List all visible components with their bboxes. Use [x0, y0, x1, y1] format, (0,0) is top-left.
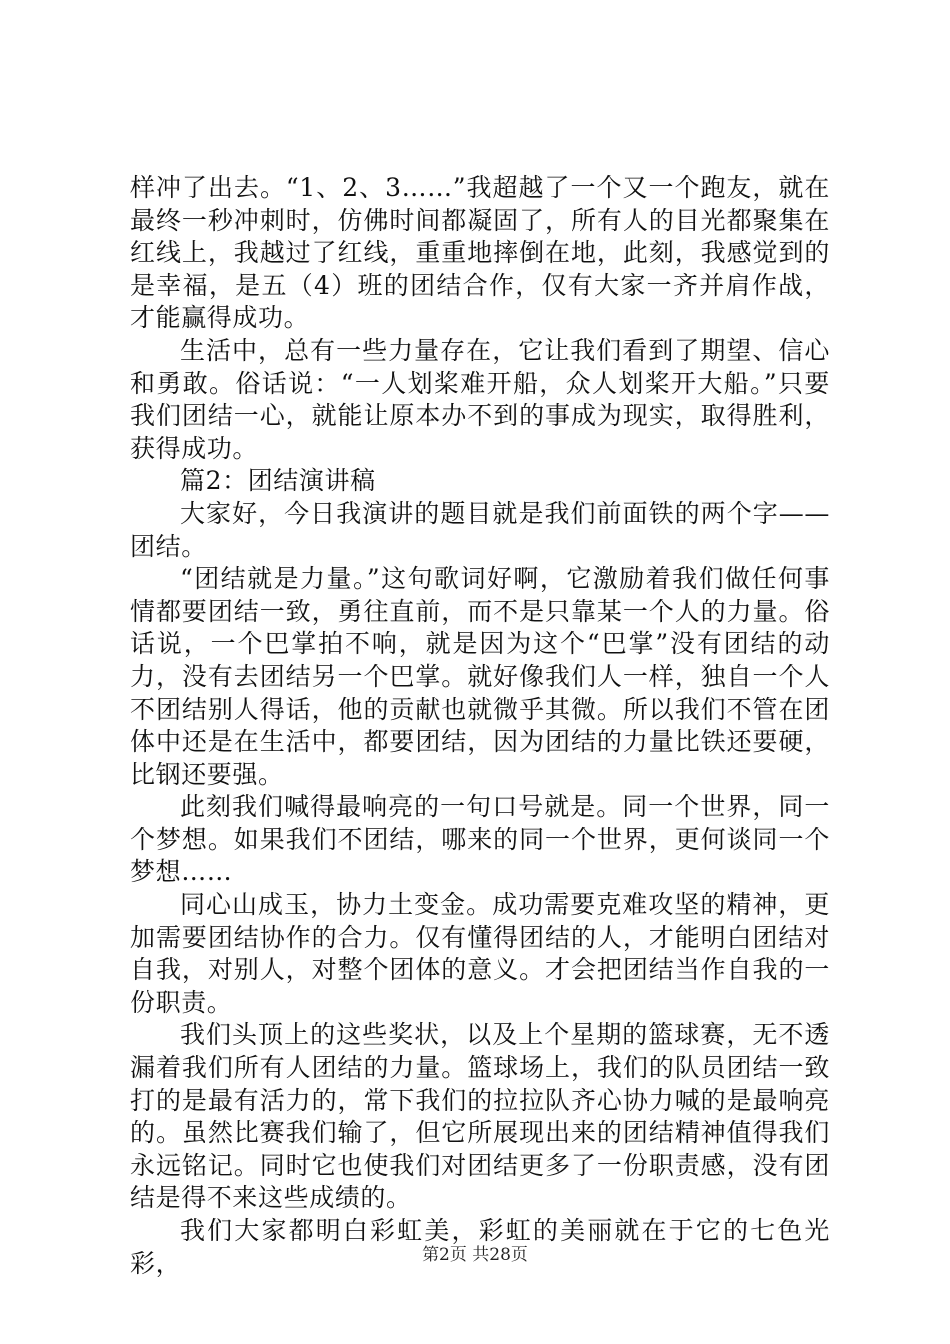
paragraph: 大家好，今日我演讲的题目就是我们前面铁的两个字——团结。 — [130, 498, 830, 561]
page-number: 第2页 共28页 — [422, 1245, 528, 1265]
paragraph-continuation: 样冲了出去。“1、2、3……”我超越了一个又一个跑友，就在最终一秒冲刺时，仿佛时间都凝固了，所有人的目光都聚集在红线上，我越过了红线，重重地摔倒在地，此刻，我感觉到的是幸福，是五（4）班的团结合作，仅有大家一齐并肩作战，才能赢得成功。 — [130, 173, 830, 333]
paragraph: 我们大家都明白彩虹美，彩虹的美丽就在于它的七色光彩， — [130, 1216, 830, 1278]
paragraph: “团结就是力量。”这句歌词好啊，它激励着我们做任何事情都要团结一致，勇往直前，而不是只靠某一个人的力量。俗话说，一个巴掌拍不响，就是因为这个“巴掌”没有团结的动力，没有去团结另一个巴掌。就好像我们人一样，独自一个人不团结别人得话，他的贡献也就微乎其微。所以我们不管在团体中还是在生活中，都要团结，因为团结的力量比铁还要硬，比钢还要强。 — [130, 564, 830, 789]
paragraph: 此刻我们喊得最响亮的一句口号就是。同一个世界，同一个梦想。如果我们不团结，哪来的同一个世界，更何谈同一个梦想…… — [130, 792, 830, 887]
paragraph: 生活中，总有一些力量存在，它让我们看到了期望、信心和勇敢。俗话说：“一人划桨难开船，众人划桨开大船。”只要我们团结一心，就能让原本办不到的事成为现实，取得胜利，获得成功。 — [130, 335, 830, 463]
paragraph: 我们头顶上的这些奖状，以及上个星期的篮球赛，无不透漏着我们所有人团结的力量。篮球场上，我们的队员团结一致打的是最有活力的，常下我们的拉拉队齐心协力喊的是最响亮的。虽然比赛我们输了，但它所展现出来的团结精神值得我们永远铭记。同时它也使我们对团结更多了一份职责感，没有团结是得不来这些成绩的。 — [130, 1020, 830, 1213]
paragraph: 同心山成玉，协力土变金。成功需要克难攻坚的精神，更加需要团结协作的合力。仅有懂得团结的人，才能明白团结对自我，对别人，对整个团体的意义。才会把团结当作自我的一份职责。 — [130, 890, 830, 1017]
page-footer — [0, 1244, 950, 1266]
section-heading: 篇2：团结演讲稿 — [180, 466, 376, 496]
document-body — [130, 172, 830, 1280]
